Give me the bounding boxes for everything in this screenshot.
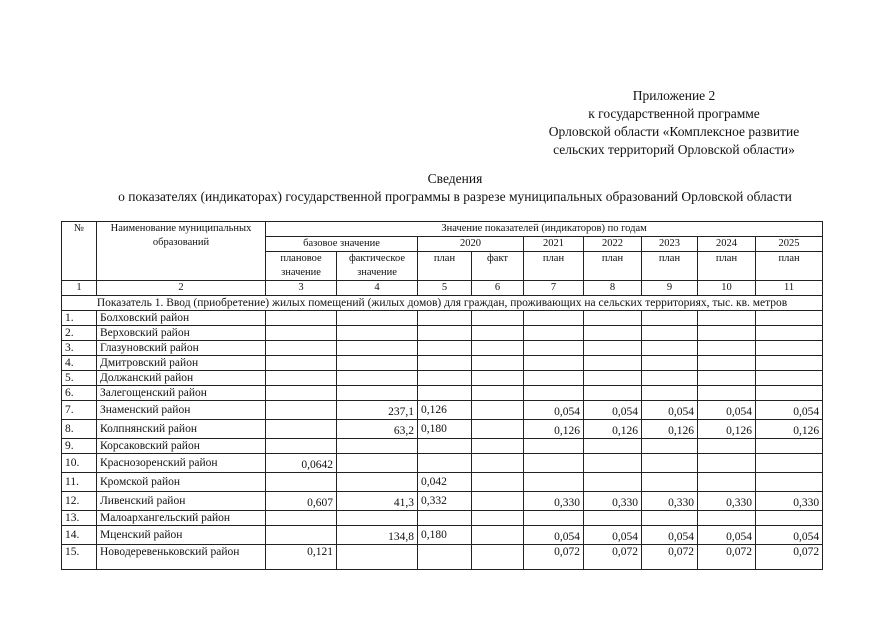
table-row [62, 439, 823, 454]
value-cell [584, 511, 642, 526]
value-cell [756, 386, 823, 401]
row-number: 11. [62, 473, 97, 492]
value-cell [418, 511, 472, 526]
value-cell [584, 439, 642, 454]
value-cell [266, 341, 337, 356]
column-number: 4 [337, 281, 418, 296]
value-cell [337, 386, 418, 401]
value-cell [642, 473, 698, 492]
row-number: 4. [62, 356, 97, 371]
value-cell: 0,126 [698, 420, 756, 439]
value-cell [266, 526, 337, 545]
value-cell [642, 326, 698, 341]
column-numbers-row [62, 281, 823, 296]
header-plan-2023: план [642, 252, 698, 281]
district-name: Должанский район [97, 371, 266, 386]
value-cell: 0,054 [642, 401, 698, 420]
header-row-1 [62, 222, 823, 237]
column-number: 8 [584, 281, 642, 296]
value-cell [698, 311, 756, 326]
value-cell [698, 511, 756, 526]
value-cell: 0,330 [642, 492, 698, 511]
value-cell [337, 473, 418, 492]
value-cell: 0,072 [584, 545, 642, 570]
value-cell: 0,180 [418, 526, 472, 545]
table-row [62, 420, 823, 439]
header-base-group: базовое значение [266, 237, 418, 252]
value-cell: 0,072 [642, 545, 698, 570]
value-cell [698, 439, 756, 454]
value-cell [642, 341, 698, 356]
row-number: 10. [62, 454, 97, 473]
district-name: Колпнянский район [97, 420, 266, 439]
value-cell [472, 311, 524, 326]
value-cell [337, 341, 418, 356]
value-cell [472, 326, 524, 341]
value-cell [266, 420, 337, 439]
value-cell [584, 341, 642, 356]
value-cell [472, 473, 524, 492]
value-cell [472, 420, 524, 439]
value-cell [472, 492, 524, 511]
header-num: № [62, 222, 97, 281]
column-number: 6 [472, 281, 524, 296]
value-cell [524, 511, 584, 526]
district-name: Ливенский район [97, 492, 266, 511]
annex-note [524, 87, 824, 159]
value-cell [266, 326, 337, 341]
value-cell: 0,126 [584, 420, 642, 439]
district-name: Новодеревеньковский район [97, 545, 266, 570]
value-cell [418, 454, 472, 473]
table-row [62, 526, 823, 545]
value-cell: 0,0642 [266, 454, 337, 473]
indicator-row [62, 296, 823, 311]
value-cell [337, 326, 418, 341]
value-cell: 0,330 [584, 492, 642, 511]
row-number: 5. [62, 371, 97, 386]
value-cell [418, 341, 472, 356]
district-name: Мценский район [97, 526, 266, 545]
row-number: 9. [62, 439, 97, 454]
value-cell: 0,180 [418, 420, 472, 439]
value-cell [266, 473, 337, 492]
row-number: 3. [62, 341, 97, 356]
row-number: 12. [62, 492, 97, 511]
table-row [62, 386, 823, 401]
value-cell [584, 386, 642, 401]
value-cell [266, 311, 337, 326]
value-cell [266, 401, 337, 420]
value-cell [584, 371, 642, 386]
value-cell [472, 439, 524, 454]
value-cell: 0,054 [584, 526, 642, 545]
value-cell: 0,072 [698, 545, 756, 570]
value-cell [337, 311, 418, 326]
value-cell [266, 371, 337, 386]
value-cell: 0,126 [524, 420, 584, 439]
annex-line-3: Орловской области «Комплексное развитие [548, 124, 800, 139]
value-cell [418, 326, 472, 341]
column-number: 2 [97, 281, 266, 296]
table-row [62, 511, 823, 526]
value-cell [472, 511, 524, 526]
annex-line-2: к государственной программе [588, 106, 760, 121]
value-cell: 0,607 [266, 492, 337, 511]
table-row [62, 454, 823, 473]
value-cell [642, 311, 698, 326]
value-cell: 0,126 [642, 420, 698, 439]
value-cell [642, 386, 698, 401]
value-cell [756, 326, 823, 341]
column-number: 5 [418, 281, 472, 296]
value-cell: 0,126 [418, 401, 472, 420]
header-year-2021: 2021 [524, 237, 584, 252]
value-cell [584, 311, 642, 326]
header-planned: плановое значение [266, 252, 337, 281]
value-cell: 0,072 [524, 545, 584, 570]
value-cell [756, 454, 823, 473]
value-cell: 0,126 [756, 420, 823, 439]
header-values-group: Значение показателей (индикаторов) по годам [266, 222, 823, 237]
row-number: 1. [62, 311, 97, 326]
table-row [62, 492, 823, 511]
table-row [62, 341, 823, 356]
value-cell [472, 526, 524, 545]
header-year-2024: 2024 [698, 237, 756, 252]
header-name: Наименование муниципальных образований [97, 222, 266, 281]
header-year-2022: 2022 [584, 237, 642, 252]
table-row [62, 371, 823, 386]
value-cell [266, 511, 337, 526]
value-cell [266, 356, 337, 371]
value-cell [337, 545, 418, 570]
value-cell: 0,042 [418, 473, 472, 492]
row-number: 14. [62, 526, 97, 545]
value-cell [472, 545, 524, 570]
value-cell [524, 473, 584, 492]
value-cell [524, 371, 584, 386]
value-cell: 0,332 [418, 492, 472, 511]
value-cell [418, 386, 472, 401]
value-cell [584, 356, 642, 371]
value-cell: 0,330 [756, 492, 823, 511]
value-cell [642, 511, 698, 526]
column-number: 1 [62, 281, 97, 296]
header-fact-2020: факт [472, 252, 524, 281]
header-plan-2020: план [418, 252, 472, 281]
district-name: Кромской район [97, 473, 266, 492]
value-cell [337, 511, 418, 526]
value-cell [337, 371, 418, 386]
row-number: 6. [62, 386, 97, 401]
row-number: 7. [62, 401, 97, 420]
value-cell [418, 545, 472, 570]
value-cell [698, 473, 756, 492]
table-row [62, 545, 823, 570]
header-year-2020: 2020 [418, 237, 524, 252]
header-year-2025: 2025 [756, 237, 823, 252]
table-row [62, 311, 823, 326]
value-cell [472, 356, 524, 371]
value-cell [472, 341, 524, 356]
document-title: Сведения [427, 171, 483, 186]
annex-line-4: сельских территорий Орловской области» [553, 142, 795, 157]
value-cell [642, 439, 698, 454]
district-name: Знаменский район [97, 401, 266, 420]
value-cell [418, 311, 472, 326]
value-cell [472, 401, 524, 420]
value-cell [756, 439, 823, 454]
value-cell [756, 311, 823, 326]
value-cell: 134,8 [337, 526, 418, 545]
value-cell [472, 386, 524, 401]
value-cell [524, 341, 584, 356]
column-number: 9 [642, 281, 698, 296]
table-row [62, 326, 823, 341]
annex-line-1: Приложение 2 [632, 88, 716, 103]
column-number: 3 [266, 281, 337, 296]
value-cell [418, 356, 472, 371]
value-cell [698, 356, 756, 371]
value-cell [524, 326, 584, 341]
value-cell [584, 326, 642, 341]
value-cell: 0,054 [756, 526, 823, 545]
value-cell [698, 386, 756, 401]
row-number: 15. [62, 545, 97, 570]
indicator-title: Показатель 1. Ввод (приобретение) жилых помещений (жилых домов) для граждан, проживающих на сельских территориях, тыс. кв. метров [62, 296, 823, 311]
value-cell: 0,054 [524, 401, 584, 420]
value-cell [524, 311, 584, 326]
district-name: Залегощенский район [97, 386, 266, 401]
value-cell [524, 386, 584, 401]
value-cell: 0,054 [756, 401, 823, 420]
value-cell [698, 341, 756, 356]
value-cell [266, 386, 337, 401]
value-cell [524, 439, 584, 454]
value-cell: 0,054 [584, 401, 642, 420]
district-name: Малоархангельский район [97, 511, 266, 526]
header-plan-2021: план [524, 252, 584, 281]
value-cell: 0,121 [266, 545, 337, 570]
value-cell: 41,3 [337, 492, 418, 511]
value-cell: 0,054 [698, 526, 756, 545]
value-cell [642, 454, 698, 473]
value-cell [266, 439, 337, 454]
table-row [62, 401, 823, 420]
value-cell [584, 454, 642, 473]
row-number: 2. [62, 326, 97, 341]
value-cell [698, 371, 756, 386]
value-cell [756, 341, 823, 356]
value-cell: 0,330 [698, 492, 756, 511]
district-name: Глазуновский район [97, 341, 266, 356]
value-cell [698, 454, 756, 473]
value-cell [584, 473, 642, 492]
column-number: 7 [524, 281, 584, 296]
header-plan-2024: план [698, 252, 756, 281]
value-cell [337, 454, 418, 473]
column-number: 11 [756, 281, 823, 296]
document-title-block [60, 170, 850, 206]
district-name: Дмитровский район [97, 356, 266, 371]
value-cell: 63,2 [337, 420, 418, 439]
value-cell [472, 454, 524, 473]
value-cell [418, 371, 472, 386]
value-cell [698, 326, 756, 341]
value-cell [418, 439, 472, 454]
value-cell: 237,1 [337, 401, 418, 420]
value-cell: 0,072 [756, 545, 823, 570]
indicators-table [61, 221, 823, 570]
document-subtitle: о показателях (индикаторах) государственной программы в разрезе муниципальных образований Орловской области [118, 189, 792, 204]
value-cell [756, 473, 823, 492]
district-name: Краснозоренский район [97, 454, 266, 473]
value-cell [472, 371, 524, 386]
column-number: 10 [698, 281, 756, 296]
district-name: Верховский район [97, 326, 266, 341]
value-cell [756, 511, 823, 526]
row-number: 13. [62, 511, 97, 526]
value-cell [524, 454, 584, 473]
value-cell: 0,330 [524, 492, 584, 511]
value-cell [756, 356, 823, 371]
value-cell: 0,054 [524, 526, 584, 545]
value-cell [642, 356, 698, 371]
table-row [62, 356, 823, 371]
value-cell [337, 439, 418, 454]
header-actual: фактическое значение [337, 252, 418, 281]
table-row [62, 473, 823, 492]
value-cell: 0,054 [698, 401, 756, 420]
header-plan-2025: план [756, 252, 823, 281]
value-cell: 0,054 [642, 526, 698, 545]
header-year-2023: 2023 [642, 237, 698, 252]
header-plan-2022: план [584, 252, 642, 281]
value-cell [337, 356, 418, 371]
district-name: Корсаковский район [97, 439, 266, 454]
district-name: Болховский район [97, 311, 266, 326]
row-number: 8. [62, 420, 97, 439]
value-cell [756, 371, 823, 386]
value-cell [642, 371, 698, 386]
value-cell [524, 356, 584, 371]
